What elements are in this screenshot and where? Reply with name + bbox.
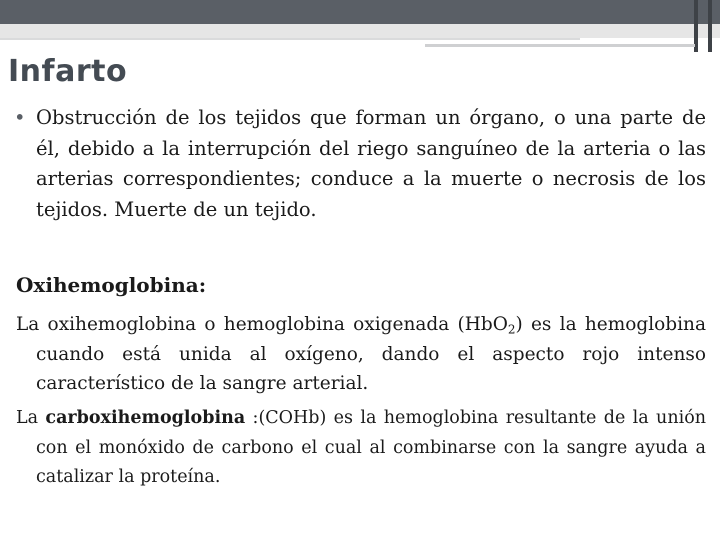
header-light-band bbox=[0, 24, 720, 38]
header-divider bbox=[708, 0, 712, 52]
carboxihemoglobin-paragraph bbox=[16, 404, 706, 493]
subscript: 2 bbox=[507, 322, 516, 337]
paragraph-text: :(COHb) es la hemoglobina resultante de la unión con el monóxido de carbono el cual al combinarse con la sangre ayuda a catalizar la proteína. bbox=[36, 408, 706, 487]
bullet-text: Obstrucción de los tejidos que forman un órgano, o una parte de él, debido a la interrupción del riego sanguíneo de la arteria o las arterias correspondientes; conduce a la muerte o necrosis de los tejidos. Muerte de un tejido. bbox=[36, 106, 706, 221]
bullet-list bbox=[14, 103, 706, 225]
slide-title: Infarto bbox=[8, 54, 128, 89]
header-accent-line bbox=[0, 38, 580, 40]
bullet-item bbox=[14, 103, 706, 225]
bold-term: carboxihemoglobina bbox=[45, 408, 246, 428]
paragraph-text: ) es la hemoglobina cuando está unida al oxígeno, dando el aspecto rojo intenso característico de la sangre arterial. bbox=[36, 314, 706, 394]
header-accent-line bbox=[425, 44, 695, 47]
oxihemoglobin-paragraph bbox=[16, 310, 706, 399]
paragraph-text: La oxihemoglobina o hemoglobina oxigenada (HbO bbox=[16, 314, 508, 335]
bullet-marker: • bbox=[14, 106, 26, 129]
paragraph-text: La bbox=[16, 408, 46, 428]
header-bar bbox=[0, 0, 720, 24]
section-heading: Oxihemoglobina: bbox=[16, 273, 207, 297]
